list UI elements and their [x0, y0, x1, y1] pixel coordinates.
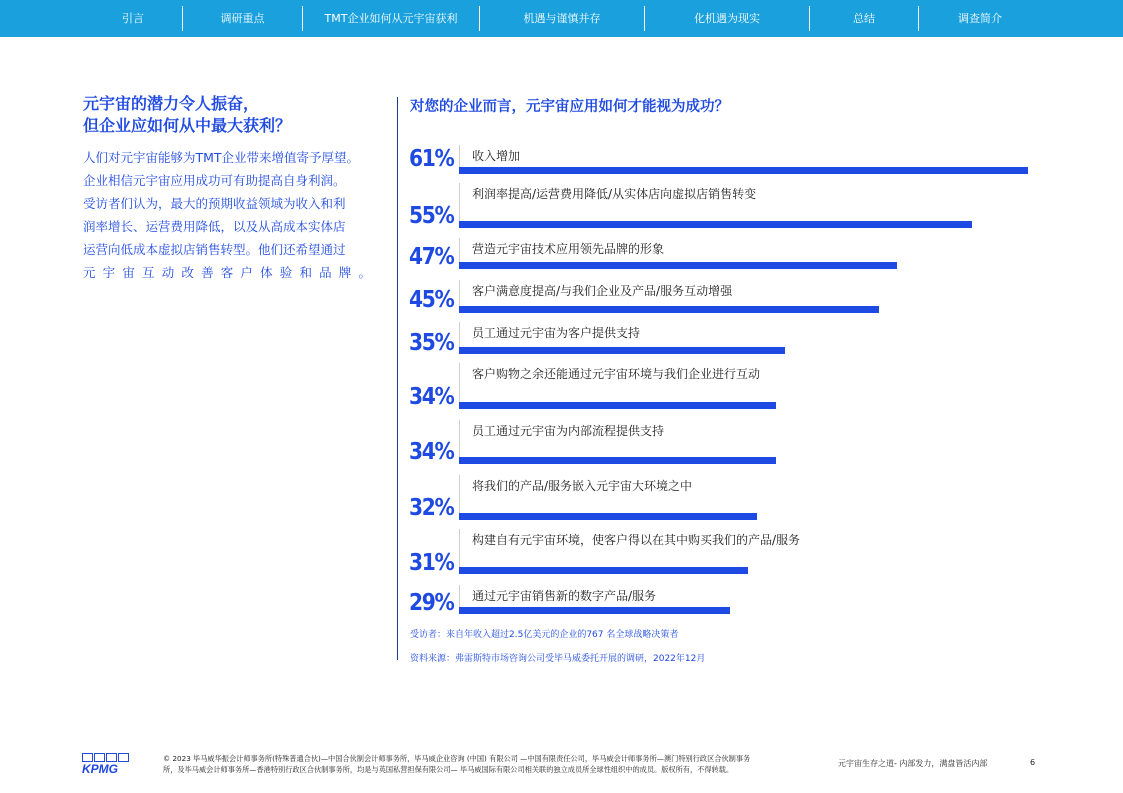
bar	[459, 262, 897, 269]
logo-box	[106, 753, 117, 762]
bar-category-label: 客户满意度提高/与我们企业及产品/服务互动增强	[472, 284, 733, 298]
bar-value-label: 45%	[409, 287, 454, 313]
bar-value-label: 55%	[409, 203, 454, 229]
bar-category-label: 员工通过元宇宙为内部流程提供支持	[472, 424, 665, 438]
source-note: 资料来源：弗雷斯特市场咨询公司受毕马威委托开展的调研，2022年12月	[410, 654, 706, 664]
row-guide-line	[459, 585, 460, 607]
nav-tab-reality[interactable]: 化机遇为现实	[694, 12, 760, 25]
nav-tab-survey[interactable]: 调查简介	[958, 12, 1002, 25]
bar-chart	[405, 140, 1045, 620]
body-line: 受访者们认为，最大的预期收益领域为收入和利	[83, 196, 346, 211]
bar-value-label: 61%	[409, 146, 454, 172]
section-title-line: 但企业应如何从中最大获利？	[83, 116, 292, 135]
bar	[459, 607, 730, 614]
body-line: 运营向低成本虚拟店销售转型。他们还希望通过	[83, 242, 346, 257]
bar	[459, 167, 1028, 174]
bar-value-label: 34%	[409, 439, 454, 465]
logo-box	[118, 753, 129, 762]
bar	[459, 347, 785, 354]
bar	[459, 513, 757, 520]
respondents-note: 受访者：来自年收入超过2.5亿美元的企业的767 名全球战略决策者	[410, 630, 679, 640]
bar	[459, 306, 879, 313]
legal-notice	[163, 753, 823, 775]
bar-category-label: 构建自有元宇宙环境，使客户得以在其中购买我们的产品/服务	[472, 533, 801, 547]
bar-category-label: 收入增加	[472, 149, 521, 163]
bar-value-label: 29%	[409, 590, 454, 616]
body-line: 元宇宙互动改善客户体验和品牌。	[83, 265, 371, 280]
legal-line: 所，及毕马威会计师事务所—香港特别行政区合伙制事务所，均是与英国私营担保有限公司— 毕马威国际有限公司相关联的独立成员所全球性组织中的成员。版权所有，不得转载。	[163, 765, 734, 774]
bar-value-label: 34%	[409, 384, 454, 410]
footer-doc-title: 元宇宙生存之道- 内部发力，满盘皆活内部	[838, 759, 988, 768]
top-nav	[0, 0, 1123, 37]
row-guide-line	[459, 183, 460, 221]
bar	[459, 402, 776, 409]
nav-tab-summary[interactable]: 总结	[853, 12, 875, 25]
logo-box	[82, 753, 93, 762]
row-guide-line	[459, 280, 460, 306]
bar-category-label: 客户购物之余还能通过元宇宙环境与我们企业进行互动	[472, 367, 761, 381]
section-title	[83, 93, 383, 137]
row-guide-line	[459, 363, 460, 402]
logo-boxes	[82, 753, 130, 762]
row-guide-line	[459, 322, 460, 347]
bar-value-label: 35%	[409, 330, 454, 356]
bar-value-label: 31%	[409, 550, 454, 576]
bar	[459, 221, 972, 228]
kpmg-logo	[82, 753, 130, 775]
body-line: 人们对元宇宙能够为TMT企业带来增值寄予厚望。	[83, 150, 360, 165]
bar-category-label: 将我们的产品/服务嵌入元宇宙大环境之中	[472, 479, 693, 493]
bar-category-label: 通过元宇宙销售新的数字产品/服务	[472, 589, 657, 603]
row-guide-line	[459, 145, 460, 167]
row-guide-line	[459, 238, 460, 262]
bar-category-label: 员工通过元宇宙为客户提供支持	[472, 326, 641, 340]
logo-box	[94, 753, 105, 762]
bar-category-label: 营造元宇宙技术应用领先品牌的形象	[472, 242, 665, 256]
row-guide-line	[459, 529, 460, 567]
bar-value-label: 47%	[409, 244, 454, 270]
nav-tab-focus[interactable]: 调研重点	[220, 12, 265, 25]
section-body	[83, 146, 371, 284]
bar-category-label: 利润率提高/运营费用降低/从实体店向虚拟店销售转变	[472, 187, 757, 201]
bar-value-label: 32%	[409, 495, 454, 521]
nav-tab-intro[interactable]: 引言	[122, 12, 144, 25]
section-title-line: 元宇宙的潜力令人振奋，	[83, 94, 260, 113]
chart-title: 对您的企业而言，元宇宙应用如何才能视为成功？	[410, 99, 729, 115]
row-guide-line	[459, 475, 460, 513]
bar	[459, 567, 748, 574]
nav-tab-tmt[interactable]: TMT企业如何从元宇宙获利	[324, 12, 458, 25]
body-line: 润率增长、运营费用降低，以及从高成本实体店	[83, 219, 346, 234]
body-line: 企业相信元宇宙应用成功可有助提高自身利润。	[83, 173, 346, 188]
column-divider	[397, 97, 398, 660]
bar	[459, 457, 776, 464]
row-guide-line	[459, 420, 460, 457]
page-number: 6	[1030, 758, 1036, 767]
nav-tab-opportunity[interactable]: 机遇与谨慎并存	[523, 12, 601, 25]
legal-line: © 2023 毕马威华振会计师事务所(特殊普通合伙)—中国合伙制会计师事务所，毕马威企业咨询 (中国) 有限公司 —中国有限责任公司，毕马威会计师事务所—澳门特别行政区合伙制事务	[163, 754, 751, 763]
logo-text: KPMG	[82, 762, 118, 776]
